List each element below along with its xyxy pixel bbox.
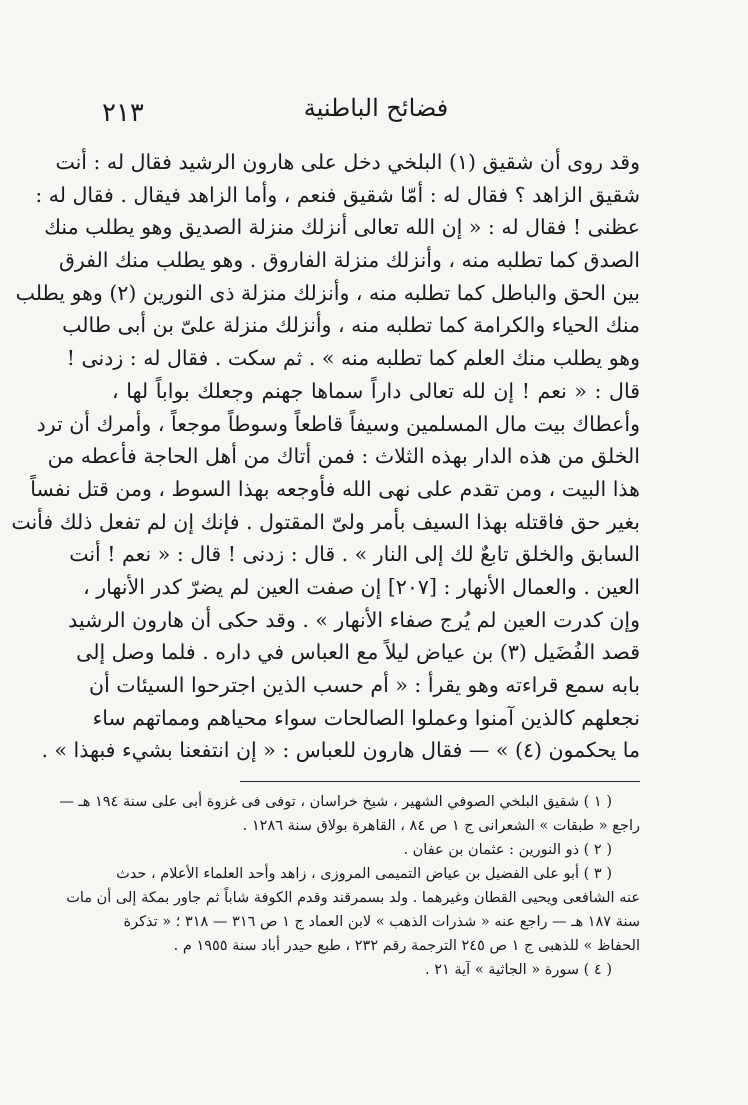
body-line: قصد الفُضَيل (٣) بن عياض ليلاً مع العباس في داره . فلما وصل إلى xyxy=(76,640,640,665)
body-line: بابه سمع قراءته وهو يقرأ : « أم حسب الذين اجترحوا السيئات أن xyxy=(89,673,640,697)
footnote-divider xyxy=(240,781,640,782)
body-line: ما يحكمون (٤) » — فقال هارون للعباس : « إن انتفعنا بشيء فبهذا » . xyxy=(41,738,640,763)
footnote-line: عنه الشافعى ويحيى القطان وغيرهما . ولد بسمرقند وقدم الكوفة شاباً ثم جاور بمكة إلى أن مات xyxy=(66,890,640,907)
page-header xyxy=(102,88,640,138)
body-line: الخلق من هذه الدار بهذه الثلاث : فمن أتاك من أهل الحاجة فأعطه من xyxy=(47,444,640,469)
body-line: قال : « نعم ! إن لله تعالى داراً سماها جهنم وجعلك بواباً لها ، xyxy=(112,378,640,403)
body-line: وهو يطلب منك العلم كما تطلبه منه » . ثم سكت . فقال له : زدنى ! xyxy=(66,346,640,371)
body-text xyxy=(11,146,640,767)
running-title: فضائح الباطنية xyxy=(303,94,449,122)
body-line: السابق والخلق تابعٌ لك إلى النار » . قال : زدنى ! قال : « نعم ! أنت xyxy=(69,542,640,567)
body-line: الصدق كما تطلبه منه ، وأنزلك منزلة الفاروق . وهو يطلب منك الفرق xyxy=(58,248,640,273)
body-line: نجعلهم كالذين آمنوا وعملوا الصالحات سواء محياهم ومماتهم ساء xyxy=(92,705,640,730)
footnote-line: ( ٤ ) سورة « الجاثية » آية ٢١ . xyxy=(424,962,612,979)
body-line: منك الحياء والكرامة كما تطلبه منه ، وأنزلك منزلة علىّ بن أبى طالب xyxy=(62,313,640,338)
body-line: وإن كدرت العين لم يُرج صفاء الأنهار » . وقد حكى أن هارون الرشيد xyxy=(68,607,640,632)
body-line: العين . والعمال الأنهار : [٢٠٧] إن صفت العين لم يضرّ كدر الأنهار ، xyxy=(83,574,640,599)
body-line: بين الحق والباطل كما تطلبه منه ، وأنزلك منزلة ذى النورين (٢) وهو يطلب xyxy=(15,280,640,305)
footnote-line: راجع « طبقات » الشعرانى ج ١ ص ٨٤ ، القاهرة بولاق سنة ١٢٨٦ . xyxy=(242,818,640,835)
body-line: بغير حق فاقتله بهذا السيف بأمر ولىّ المقتول . فإنك إن لم تفعل ذلك فأنت xyxy=(11,509,640,534)
body-line: وقد روى أن شقيق (١) البلخي دخل على هارون الرشيد فقال له : أنت xyxy=(55,150,640,174)
footnotes xyxy=(59,790,640,982)
body-line: شقيق الزاهد ؟ فقال له : أمّا شقيق فنعم ، وأما الزاهد فيقال . فقال له : xyxy=(35,182,640,207)
footnote-line: ( ٣ ) أبو على الفضيل بن عياض التميمى المروزى ، زاهد وأحد العلماء الأعلام ، حدث xyxy=(116,866,612,883)
body-line: وأعطاك بيت مال المسلمين وسيفاً قاطعاً وسوطاً موجعاً ، وأمرك أن ترد xyxy=(36,411,640,436)
footnote-line: الحفاظ » للذهبى ج ١ ص ٢٤٥ الترجمة رقم ٢٣٢ ، طبع حيدر أباد سنة ١٩٥٥ م . xyxy=(173,938,640,955)
body-line: عظنى ! فقال له : « إن الله تعالى أنزلك منزلة الصديق وهو يطلب منك xyxy=(44,215,640,240)
page-number: ٢١٣ xyxy=(102,98,144,128)
footnote-line: ( ٢ ) ذو النورين : عثمان بن عفان . xyxy=(403,842,612,859)
body-line: هذا البيت ، ومن تقدم على نهى الله فأوجعه بهذا السوط ، ومن قتل نفساً xyxy=(30,476,640,501)
footnote-line: ( ١ ) شقيق البلخي الصوفي الشهير ، شيخ خراسان ، توفى فى غزوة أبى على سنة ١٩٤ هـ — xyxy=(59,794,612,811)
footnote-line: سنة ١٨٧ هـ — راجع عنه « شذرات الذهب » لابن العماد ج ١ ص ٣١٦ — ٣١٨ ؛ « تذكرة xyxy=(123,914,640,931)
